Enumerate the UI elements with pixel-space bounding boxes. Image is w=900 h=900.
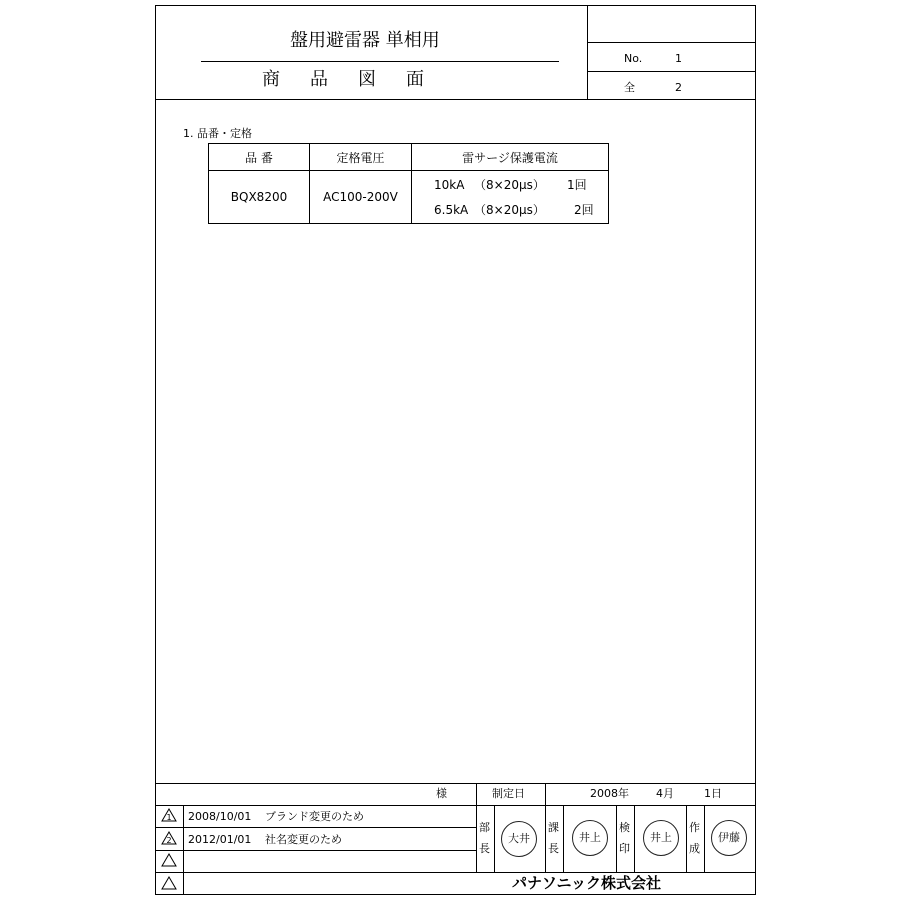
approval-3-role-top: 検	[619, 821, 630, 834]
approval-1-role-bottom: 長	[479, 842, 490, 855]
revision-2-date: 2012/01/01	[188, 833, 252, 846]
section-heading: 1. 品番・定格	[183, 127, 252, 140]
document-title: 盤用避雷器 単相用	[290, 30, 440, 51]
approval-divider-2	[545, 805, 546, 872]
revision-triangle-icon	[161, 853, 177, 867]
header-part-number: 品 番	[209, 144, 310, 171]
approval-1-seal: 大井	[501, 821, 537, 857]
surge-row-1-wave: （8×20μs）	[474, 178, 545, 192]
revision-triangle-icon	[161, 808, 177, 822]
revision-1-note: ブランド変更のため	[265, 810, 364, 823]
approval-3-role-bottom: 印	[619, 842, 630, 855]
approval-4-role-bottom: 成	[689, 842, 700, 855]
approval-2-seal: 井上	[572, 820, 608, 856]
revision-1-date: 2008/10/01	[188, 810, 252, 823]
approval-divider-7	[704, 805, 705, 872]
approval-divider-1	[494, 805, 495, 872]
page-number-value: 1	[675, 52, 682, 65]
footer-date-divider	[545, 783, 546, 805]
revision-mark-1: 1	[166, 813, 172, 822]
document-subtitle: 商 品 図 面	[262, 69, 430, 90]
created-date-label: 制定日	[492, 787, 525, 800]
approval-3-seal: 井上	[643, 820, 679, 856]
header-bottom-line	[155, 99, 756, 100]
footer-top-line	[155, 783, 756, 784]
page-number-label: No.	[624, 52, 643, 65]
footer-line-2	[155, 805, 756, 806]
revision-mark-2: 2	[166, 836, 172, 845]
cell-rated-voltage: AC100-200V	[310, 171, 412, 224]
approval-divider-6	[686, 805, 687, 872]
approval-divider-4	[616, 805, 617, 872]
revision-triangle-icon	[161, 876, 177, 890]
approval-2-role-top: 課	[548, 821, 559, 834]
header-right-line-1	[587, 42, 756, 43]
footer-main-divider	[476, 783, 477, 873]
title-underline	[201, 61, 559, 62]
surge-row-1-current: 10kA	[434, 178, 465, 192]
surge-row-1-count: 1回	[567, 178, 587, 192]
approval-4-role-top: 作	[689, 821, 700, 834]
revision-triangle-icon	[161, 831, 177, 845]
header-right-divider	[587, 5, 588, 100]
approval-1-role-top: 部	[479, 821, 490, 834]
approval-divider-5	[634, 805, 635, 872]
total-pages-label: 全	[624, 81, 635, 94]
cell-part-number: BQX8200	[209, 171, 310, 224]
header-rated-voltage: 定格電圧	[310, 144, 412, 171]
created-month: 4月	[656, 787, 674, 800]
surge-row-2-wave: （8×20μs）	[474, 203, 545, 217]
revision-line-1	[155, 827, 477, 828]
header-surge-current: 雷サージ保護電流	[412, 144, 609, 171]
cell-surge-values	[412, 171, 609, 224]
spec-table	[208, 143, 609, 224]
revision-2-note: 社名変更のため	[265, 833, 342, 846]
approval-4-seal: 伊藤	[711, 820, 747, 856]
total-pages-value: 2	[675, 81, 682, 94]
created-day: 1日	[704, 787, 722, 800]
surge-row-2-count: 2回	[574, 203, 594, 217]
approval-2-role-bottom: 長	[548, 842, 559, 855]
footer-line-company	[155, 872, 756, 873]
created-year: 2008年	[590, 787, 629, 800]
header-right-line-2	[587, 71, 756, 72]
approval-divider-3	[563, 805, 564, 872]
revision-line-2	[155, 850, 477, 851]
revision-mark-column	[183, 805, 184, 895]
sama-label: 様	[436, 787, 447, 800]
surge-row-2-current: 6.5kA	[434, 203, 469, 217]
company-name: パナソニック株式会社	[512, 874, 661, 892]
